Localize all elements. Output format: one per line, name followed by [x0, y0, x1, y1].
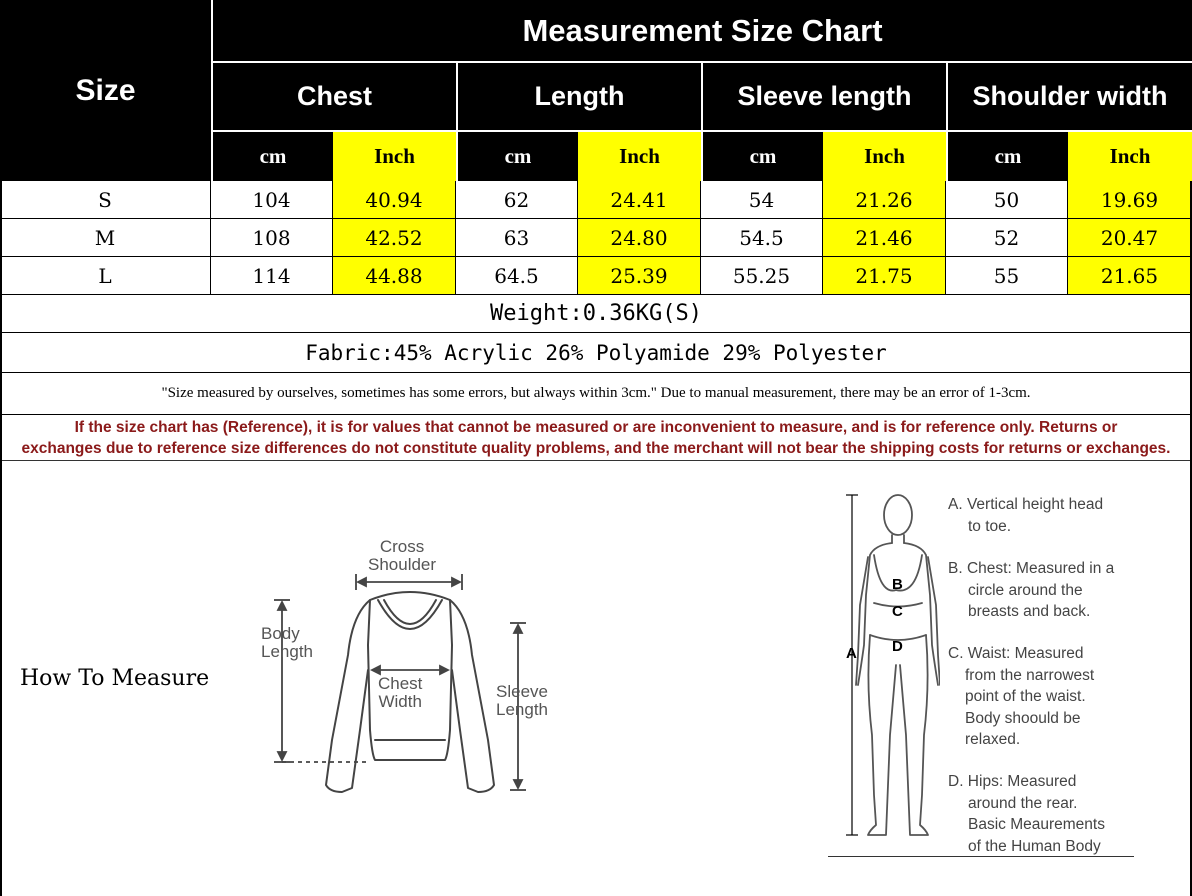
- sleeve-cm-cell: 55.25: [701, 257, 823, 295]
- length-cm-cell: 62: [456, 181, 578, 219]
- chest-header: Chest: [211, 61, 456, 130]
- body-letter-b: B: [892, 576, 903, 593]
- size-header: Size: [0, 0, 211, 181]
- human-body-diagram-icon: [830, 485, 940, 860]
- chest-cm-cell: 114: [211, 257, 333, 295]
- length-inch-cell: 25.39: [578, 257, 701, 295]
- shoulder-cm-cell: 55: [946, 257, 1068, 295]
- sleeve-length-header: Sleeve length: [701, 61, 946, 130]
- size-cell: M: [0, 219, 211, 257]
- unit-cm: cm: [946, 130, 1068, 181]
- length-inch-cell: 24.41: [578, 181, 701, 219]
- warning-line-1: If the size chart has (Reference), it is for values that cannot be measured or are inconvenient to measure, and is for reference only. Returns or: [74, 418, 1118, 436]
- unit-inch: Inch: [823, 130, 946, 181]
- length-cm-cell: 63: [456, 219, 578, 257]
- unit-cm: cm: [211, 130, 333, 181]
- body-letter-d: D: [892, 638, 903, 655]
- unit-inch: Inch: [1068, 130, 1192, 181]
- legend-d: D. Hips: Measured around the rear. Basic Meaurements of the Human Body: [948, 773, 1105, 855]
- sleeve-inch-cell: 21.75: [823, 257, 946, 295]
- shoulder-inch-cell: 21.65: [1068, 257, 1192, 295]
- reference-warning: [0, 415, 1192, 461]
- chest-width-label: Chest Width: [378, 674, 423, 711]
- shoulder-cm-cell: 52: [946, 219, 1068, 257]
- sleeve-cm-cell: 54: [701, 181, 823, 219]
- warning-line-2: exchanges due to reference size differences do not constitute quality problems, and the merchant will not bear the shipping costs for returns or exchanges.: [21, 439, 1171, 457]
- unit-cm: cm: [456, 130, 578, 181]
- chart-title: Measurement Size Chart: [211, 0, 1192, 61]
- size-cell: S: [0, 181, 211, 219]
- chest-cm-cell: 104: [211, 181, 333, 219]
- shoulder-inch-cell: 20.47: [1068, 219, 1192, 257]
- length-header: Length: [456, 61, 701, 130]
- body-letter-a: A: [846, 645, 857, 662]
- length-cm-cell: 64.5: [456, 257, 578, 295]
- legend-c: C. Waist: Measured from the narrowest point of the waist. Body shoould be relaxed.: [948, 645, 1095, 748]
- body-letter-c: C: [892, 603, 903, 620]
- chest-inch-cell: 42.52: [333, 219, 456, 257]
- unit-cm: cm: [701, 130, 823, 181]
- sleeve-cm-cell: 54.5: [701, 219, 823, 257]
- cross-shoulder-label: Cross Shoulder: [368, 537, 437, 574]
- chest-inch-cell: 40.94: [333, 181, 456, 219]
- sleeve-inch-cell: 21.46: [823, 219, 946, 257]
- shoulder-width-header: Shoulder width: [946, 61, 1192, 130]
- unit-inch: Inch: [578, 130, 701, 181]
- shoulder-inch-cell: 19.69: [1068, 181, 1192, 219]
- body-length-label: Body Length: [261, 624, 313, 661]
- measurement-note: "Size measured by ourselves, sometimes has some errors, but always within 3cm." Due to manual measurement, there may be an error of 1-3cm.: [0, 373, 1192, 415]
- chest-cm-cell: 108: [211, 219, 333, 257]
- length-inch-cell: 24.80: [578, 219, 701, 257]
- shoulder-cm-cell: 50: [946, 181, 1068, 219]
- unit-inch: Inch: [333, 130, 456, 181]
- size-cell: L: [0, 257, 211, 295]
- how-to-measure-label: How To Measure: [20, 666, 210, 691]
- chest-inch-cell: 44.88: [333, 257, 456, 295]
- sleeve-inch-cell: 21.26: [823, 181, 946, 219]
- legend-a: A. Vertical height head to toe.: [948, 496, 1104, 535]
- legend-b: B. Chest: Measured in a circle around the breasts and back.: [948, 560, 1115, 620]
- fabric-info: Fabric:45% Acrylic 26% Polyamide 29% Polyester: [0, 333, 1192, 373]
- weight-info: Weight:0.36KG(S): [0, 295, 1192, 333]
- sleeve-length-label: Sleeve Length: [496, 682, 548, 719]
